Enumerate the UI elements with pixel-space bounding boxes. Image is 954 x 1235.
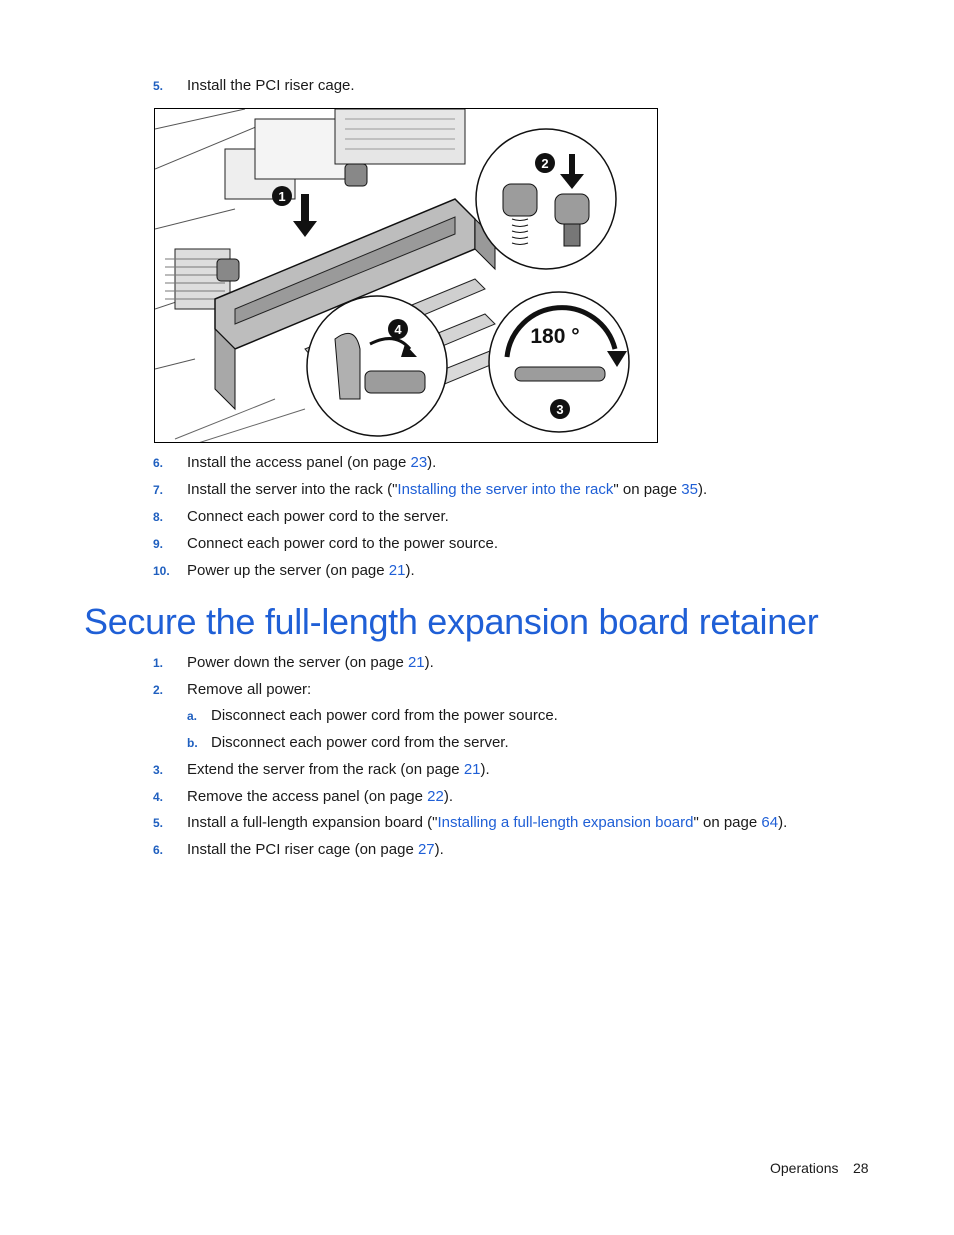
step-text-fragment: Remove the access panel (on page [187,787,428,805]
step-number: 3. [153,762,164,777]
section-title: Secure the full-length expansion board retainer [84,601,819,642]
step-text [187,561,415,581]
detail-latch-close [307,296,447,436]
step-text-fragment: Connect each power cord to the server. [187,508,449,525]
step-text-fragment: Install the server into the rack (" [187,481,398,498]
step-number: b. [187,736,198,751]
step-text-fragment: ). [443,787,454,805]
step-text-fragment: Install the access panel (on page [187,454,411,471]
step-text-fragment: ). [405,562,415,579]
detail-thumbscrew-spring [476,129,616,269]
step-text-fragment: Remove all power: [187,680,312,698]
step-text-fragment: Disconnect each power cord from the server. [211,734,509,752]
svg-text:180 °: 180 ° [530,325,580,348]
step-text-fragment: ). [434,840,444,858]
step-text-fragment: ). [480,760,490,778]
step-text [187,534,498,554]
cross-reference-link[interactable]: 21 [463,760,481,778]
cross-reference-link[interactable]: 22 [427,787,444,805]
step-text-fragment: ). [424,654,434,671]
step-number: 8. [153,510,164,524]
step-number: 7. [153,483,164,497]
step-text-fragment: ). [697,481,708,498]
step-text [187,653,434,673]
step-text [211,733,509,753]
step-text [211,706,558,726]
step-text-fragment: Disconnect each power cord from the power source. [211,707,558,725]
footer-page-number: 28 [853,1160,869,1176]
step-text [187,453,436,473]
svg-text:3: 3 [556,402,564,417]
step-text-fragment: Install the PCI riser cage (on page [187,840,418,858]
svg-text:4: 4 [394,322,402,337]
step-number: 1. [153,656,164,670]
step-text-fragment: Connect each power cord to the power source. [187,535,499,552]
cross-reference-link[interactable]: 21 [407,654,425,671]
cross-reference-link[interactable]: Installing the server into the rack [397,481,614,498]
step-text-fragment: Install a full-length expansion board (" [187,814,438,832]
step-number: 5. [153,79,164,93]
step-text [187,813,787,833]
step-number: 6. [153,456,164,470]
cross-reference-link[interactable]: 21 [388,562,406,579]
svg-text:1: 1 [278,189,286,204]
step-text [187,76,355,96]
step-number: a. [187,709,198,724]
step-number: 10. [153,564,170,578]
step-text-fragment: Power down the server (on page [187,654,408,671]
svg-text:2: 2 [541,156,549,171]
step-text [187,507,449,527]
step-text [187,787,453,807]
step-text-fragment: Power up the server (on page [187,562,389,579]
pci-riser-cage-illustration [154,108,658,443]
step-text-fragment: Extend the server from the rack (on page [187,760,464,778]
step-text [187,760,490,780]
footer-section: Operations [770,1160,839,1176]
step-number: 4. [153,789,164,804]
step-text-fragment: " on page [693,814,762,832]
step-text-fragment: " on page [613,481,682,498]
step-number: 5. [153,816,164,831]
step-text-fragment: Install the PCI riser cage. [187,77,355,94]
step-number: 9. [153,537,164,551]
cross-reference-link[interactable]: 27 [417,840,435,858]
step-text-fragment: ). [778,814,788,832]
step-text [187,480,707,500]
step-text-fragment: ). [427,454,437,471]
cross-reference-link[interactable]: Installing a full-length expansion board [437,814,694,832]
callout-1 [272,186,292,206]
cross-reference-link[interactable]: 64 [761,814,779,832]
step-text [187,680,311,700]
step-number: 6. [153,842,164,857]
down-arrow-icon [293,194,317,237]
step-number: 2. [153,682,164,697]
detail-rotate-180 [489,292,629,432]
step-text [187,840,444,860]
cross-reference-link[interactable]: 35 [681,481,698,498]
cross-reference-link[interactable]: 23 [410,454,428,471]
